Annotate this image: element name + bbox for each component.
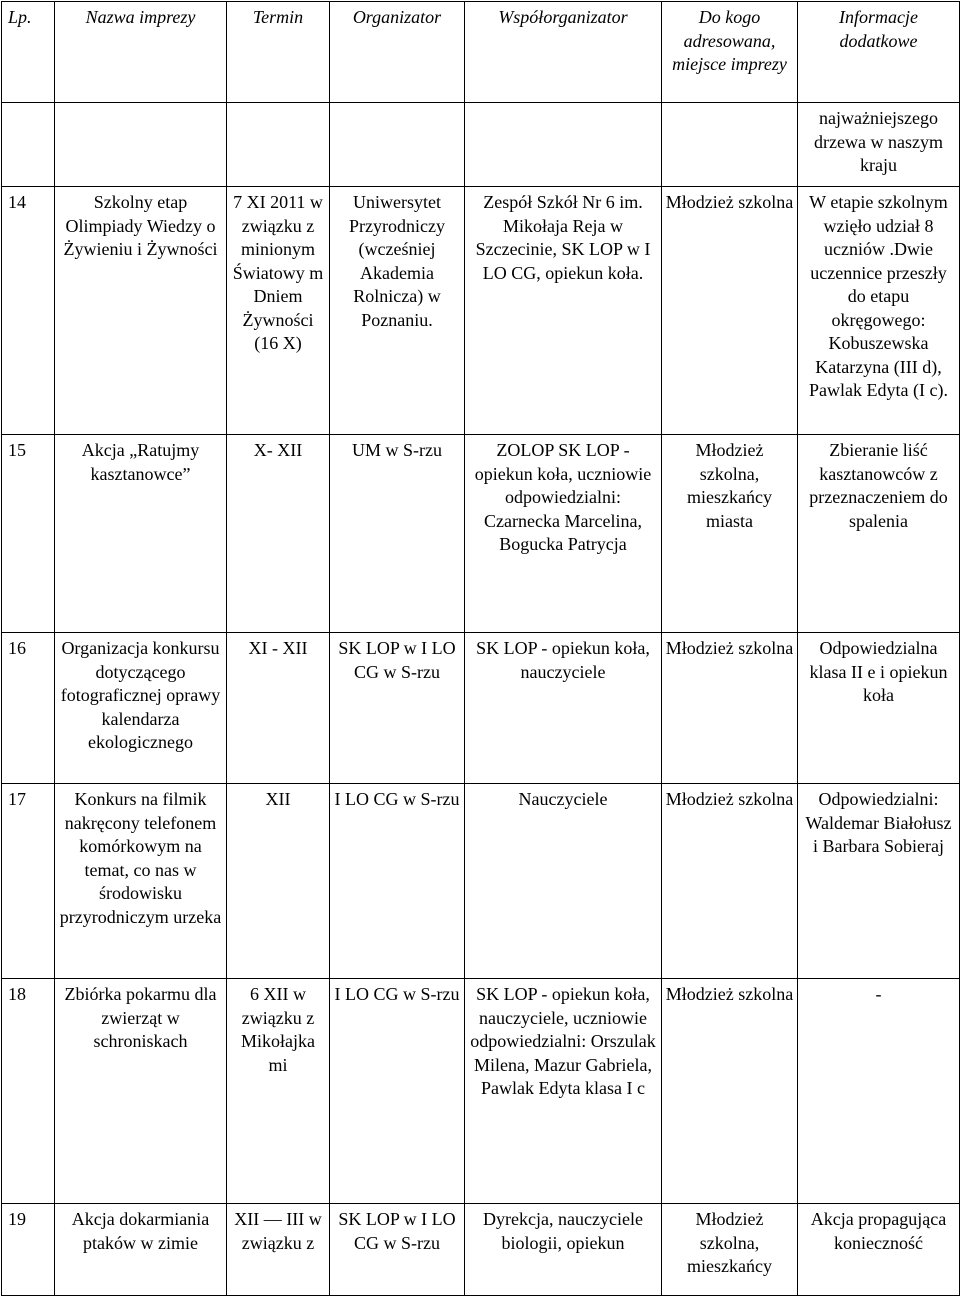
events-table (1, 1, 960, 1296)
cell-lp: 18 (2, 979, 55, 1204)
cell-target: Młodzież szkolna (662, 784, 798, 979)
cell-name: Szkolny etap Olimpiady Wiedzy o Żywieniu i Żywności (55, 187, 227, 435)
cell-term (227, 103, 330, 187)
cell-organizer: UM w S-rzu (330, 435, 465, 633)
cell-target: Młodzież szkolna, mieszkańcy miasta (662, 435, 798, 633)
cell-coorganizer: Zespół Szkół Nr 6 im. Mikołaja Reja w Szczecinie, SK LOP w I LO CG, opiekun koła. (465, 187, 662, 435)
cell-organizer: I LO CG w S-rzu (330, 784, 465, 979)
table-row (2, 187, 960, 435)
cell-info: W etapie szkolnym wzięło udział 8 uczniów .Dwie uczennice przeszły do etapu okręgowego: Kobuszewska Katarzyna (III d), Pawlak Edyta (I c). (798, 187, 960, 435)
header-name: Nazwa imprezy (55, 2, 227, 103)
cell-name: Konkurs na filmik nakręcony telefonem komórkowym na temat, co nas w środowisku przyrodniczym urzeka (55, 784, 227, 979)
header-coorganizer: Współorganizator (465, 2, 662, 103)
cell-term: XII — III w związku z (227, 1204, 330, 1296)
cell-name: Organizacja konkursu dotyczącego fotograficznej oprawy kalendarza ekologicznego (55, 633, 227, 784)
table-header-row (2, 2, 960, 103)
cell-target: Młodzież szkolna, mieszkańcy (662, 1204, 798, 1296)
cell-coorganizer: SK LOP - opiekun koła, nauczyciele (465, 633, 662, 784)
cell-target: Młodzież szkolna (662, 633, 798, 784)
cell-name: Zbiórka pokarmu dla zwierząt w schroniskach (55, 979, 227, 1204)
header-lp: Lp. (2, 2, 55, 103)
cell-term: XI - XII (227, 633, 330, 784)
cell-organizer: I LO CG w S-rzu (330, 979, 465, 1204)
cell-lp: 16 (2, 633, 55, 784)
cell-organizer: SK LOP w I LO CG w S-rzu (330, 633, 465, 784)
continuation-row (2, 103, 960, 187)
cell-info: najważniejszego drzewa w naszym kraju (798, 103, 960, 187)
cell-organizer (330, 103, 465, 187)
cell-term: XII (227, 784, 330, 979)
table-row (2, 1204, 960, 1296)
cell-organizer: SK LOP w I LO CG w S-rzu (330, 1204, 465, 1296)
cell-term: 7 XI 2011 w związku z minionym Światowy m Dniem Żywności (16 X) (227, 187, 330, 435)
cell-info: Odpowiedzialni: Waldemar Białołusz i Barbara Sobieraj (798, 784, 960, 979)
table-row (2, 979, 960, 1204)
header-term: Termin (227, 2, 330, 103)
cell-coorganizer: SK LOP - opiekun koła, nauczyciele, uczniowie odpowiedzialni: Orszulak Milena, Mazur Gabriela, Pawlak Edyta klasa I c (465, 979, 662, 1204)
table-row (2, 633, 960, 784)
table-row (2, 435, 960, 633)
cell-lp: 14 (2, 187, 55, 435)
header-organizer: Organizator (330, 2, 465, 103)
cell-lp (2, 103, 55, 187)
cell-organizer: Uniwersytet Przyrodniczy (wcześniej Akademia Rolnicza) w Poznaniu. (330, 187, 465, 435)
cell-info: Odpowiedzialna klasa II e i opiekun koła (798, 633, 960, 784)
table-row (2, 784, 960, 979)
cell-coorganizer: Nauczyciele (465, 784, 662, 979)
cell-info: - (798, 979, 960, 1204)
cell-name: Akcja „Ratujmy kasztanowce” (55, 435, 227, 633)
header-info: Informacje dodatkowe (798, 2, 960, 103)
cell-term: 6 XII w związku z Mikołajka mi (227, 979, 330, 1204)
cell-coorganizer (465, 103, 662, 187)
cell-lp: 17 (2, 784, 55, 979)
cell-name (55, 103, 227, 187)
cell-lp: 15 (2, 435, 55, 633)
header-target: Do kogo adresowana, miejsce imprezy (662, 2, 798, 103)
cell-coorganizer: Dyrekcja, nauczyciele biologii, opiekun (465, 1204, 662, 1296)
cell-lp: 19 (2, 1204, 55, 1296)
cell-info: Akcja propagująca konieczność (798, 1204, 960, 1296)
cell-coorganizer: ZOLOP SK LOP - opiekun koła, uczniowie odpowiedzialni: Czarnecka Marcelina, Bogucka Patrycja (465, 435, 662, 633)
cell-name: Akcja dokarmiania ptaków w zimie (55, 1204, 227, 1296)
cell-info: Zbieranie liść kasztanowców z przeznaczeniem do spalenia (798, 435, 960, 633)
cell-target: Młodzież szkolna (662, 187, 798, 435)
cell-term: X- XII (227, 435, 330, 633)
cell-target: Młodzież szkolna (662, 979, 798, 1204)
cell-target (662, 103, 798, 187)
